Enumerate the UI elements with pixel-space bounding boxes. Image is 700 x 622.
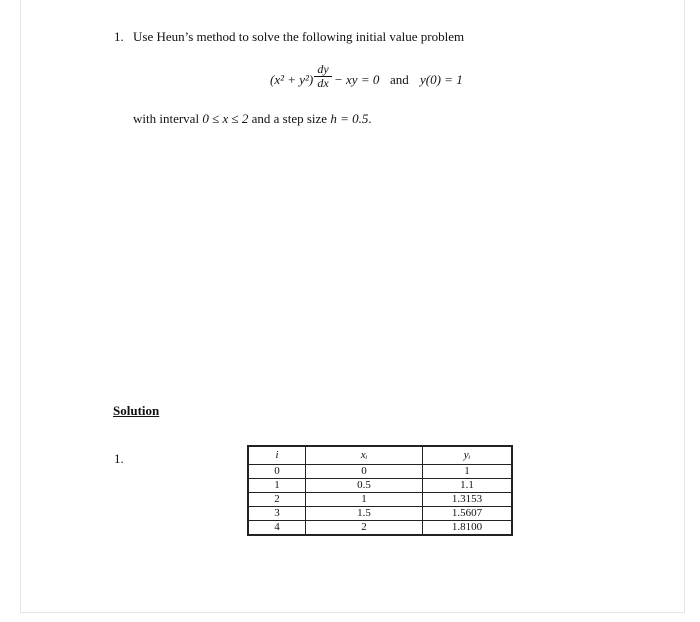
table-header-row	[248, 446, 512, 465]
question-text: Use Heun’s method to solve the following initial value problem	[133, 29, 465, 44]
step-text: and a step size	[251, 111, 328, 126]
cell-i: 4	[248, 521, 306, 536]
cell-x: 1	[306, 493, 423, 507]
table-row	[248, 479, 512, 493]
cell-i: 3	[248, 507, 306, 521]
table-row	[248, 521, 512, 536]
cell-x: 1.5	[306, 507, 423, 521]
derivative-fraction	[314, 63, 332, 90]
table-row	[248, 493, 512, 507]
equation-lhs-right: − xy = 0	[334, 72, 380, 87]
interval-value: 0 ≤ x ≤ 2	[202, 111, 249, 126]
cell-y: 1.5607	[423, 507, 513, 521]
cell-x: 0	[306, 465, 423, 479]
cell-i: 2	[248, 493, 306, 507]
cell-y: 1.1	[423, 479, 513, 493]
cell-y: 1.3153	[423, 493, 513, 507]
results-table	[247, 445, 513, 536]
initial-condition: y(0) = 1	[420, 72, 463, 87]
cell-x: 0.5	[306, 479, 423, 493]
header-y: yᵢ	[423, 446, 513, 465]
table-row	[248, 507, 512, 521]
cell-i: 0	[248, 465, 306, 479]
solution-number: 1.	[114, 451, 124, 466]
step-value: h = 0.5	[330, 111, 369, 126]
period: .	[368, 111, 372, 126]
equation-and: and	[390, 72, 409, 87]
interval-line	[133, 111, 372, 127]
cell-i: 1	[248, 479, 306, 493]
equation-lhs-left: (x² + y²)	[270, 72, 314, 87]
solution-heading: Solution	[113, 403, 160, 418]
header-x: xᵢ	[306, 446, 423, 465]
cell-y: 1.8100	[423, 521, 513, 536]
cell-x: 2	[306, 521, 423, 536]
question-number: 1.	[114, 29, 124, 44]
fraction-numerator: dy	[314, 63, 332, 77]
fraction-denominator: dx	[317, 76, 329, 90]
cell-y: 1	[423, 465, 513, 479]
header-i: i	[248, 446, 306, 465]
table-row	[248, 465, 512, 479]
interval-prefix: with interval	[133, 111, 200, 126]
